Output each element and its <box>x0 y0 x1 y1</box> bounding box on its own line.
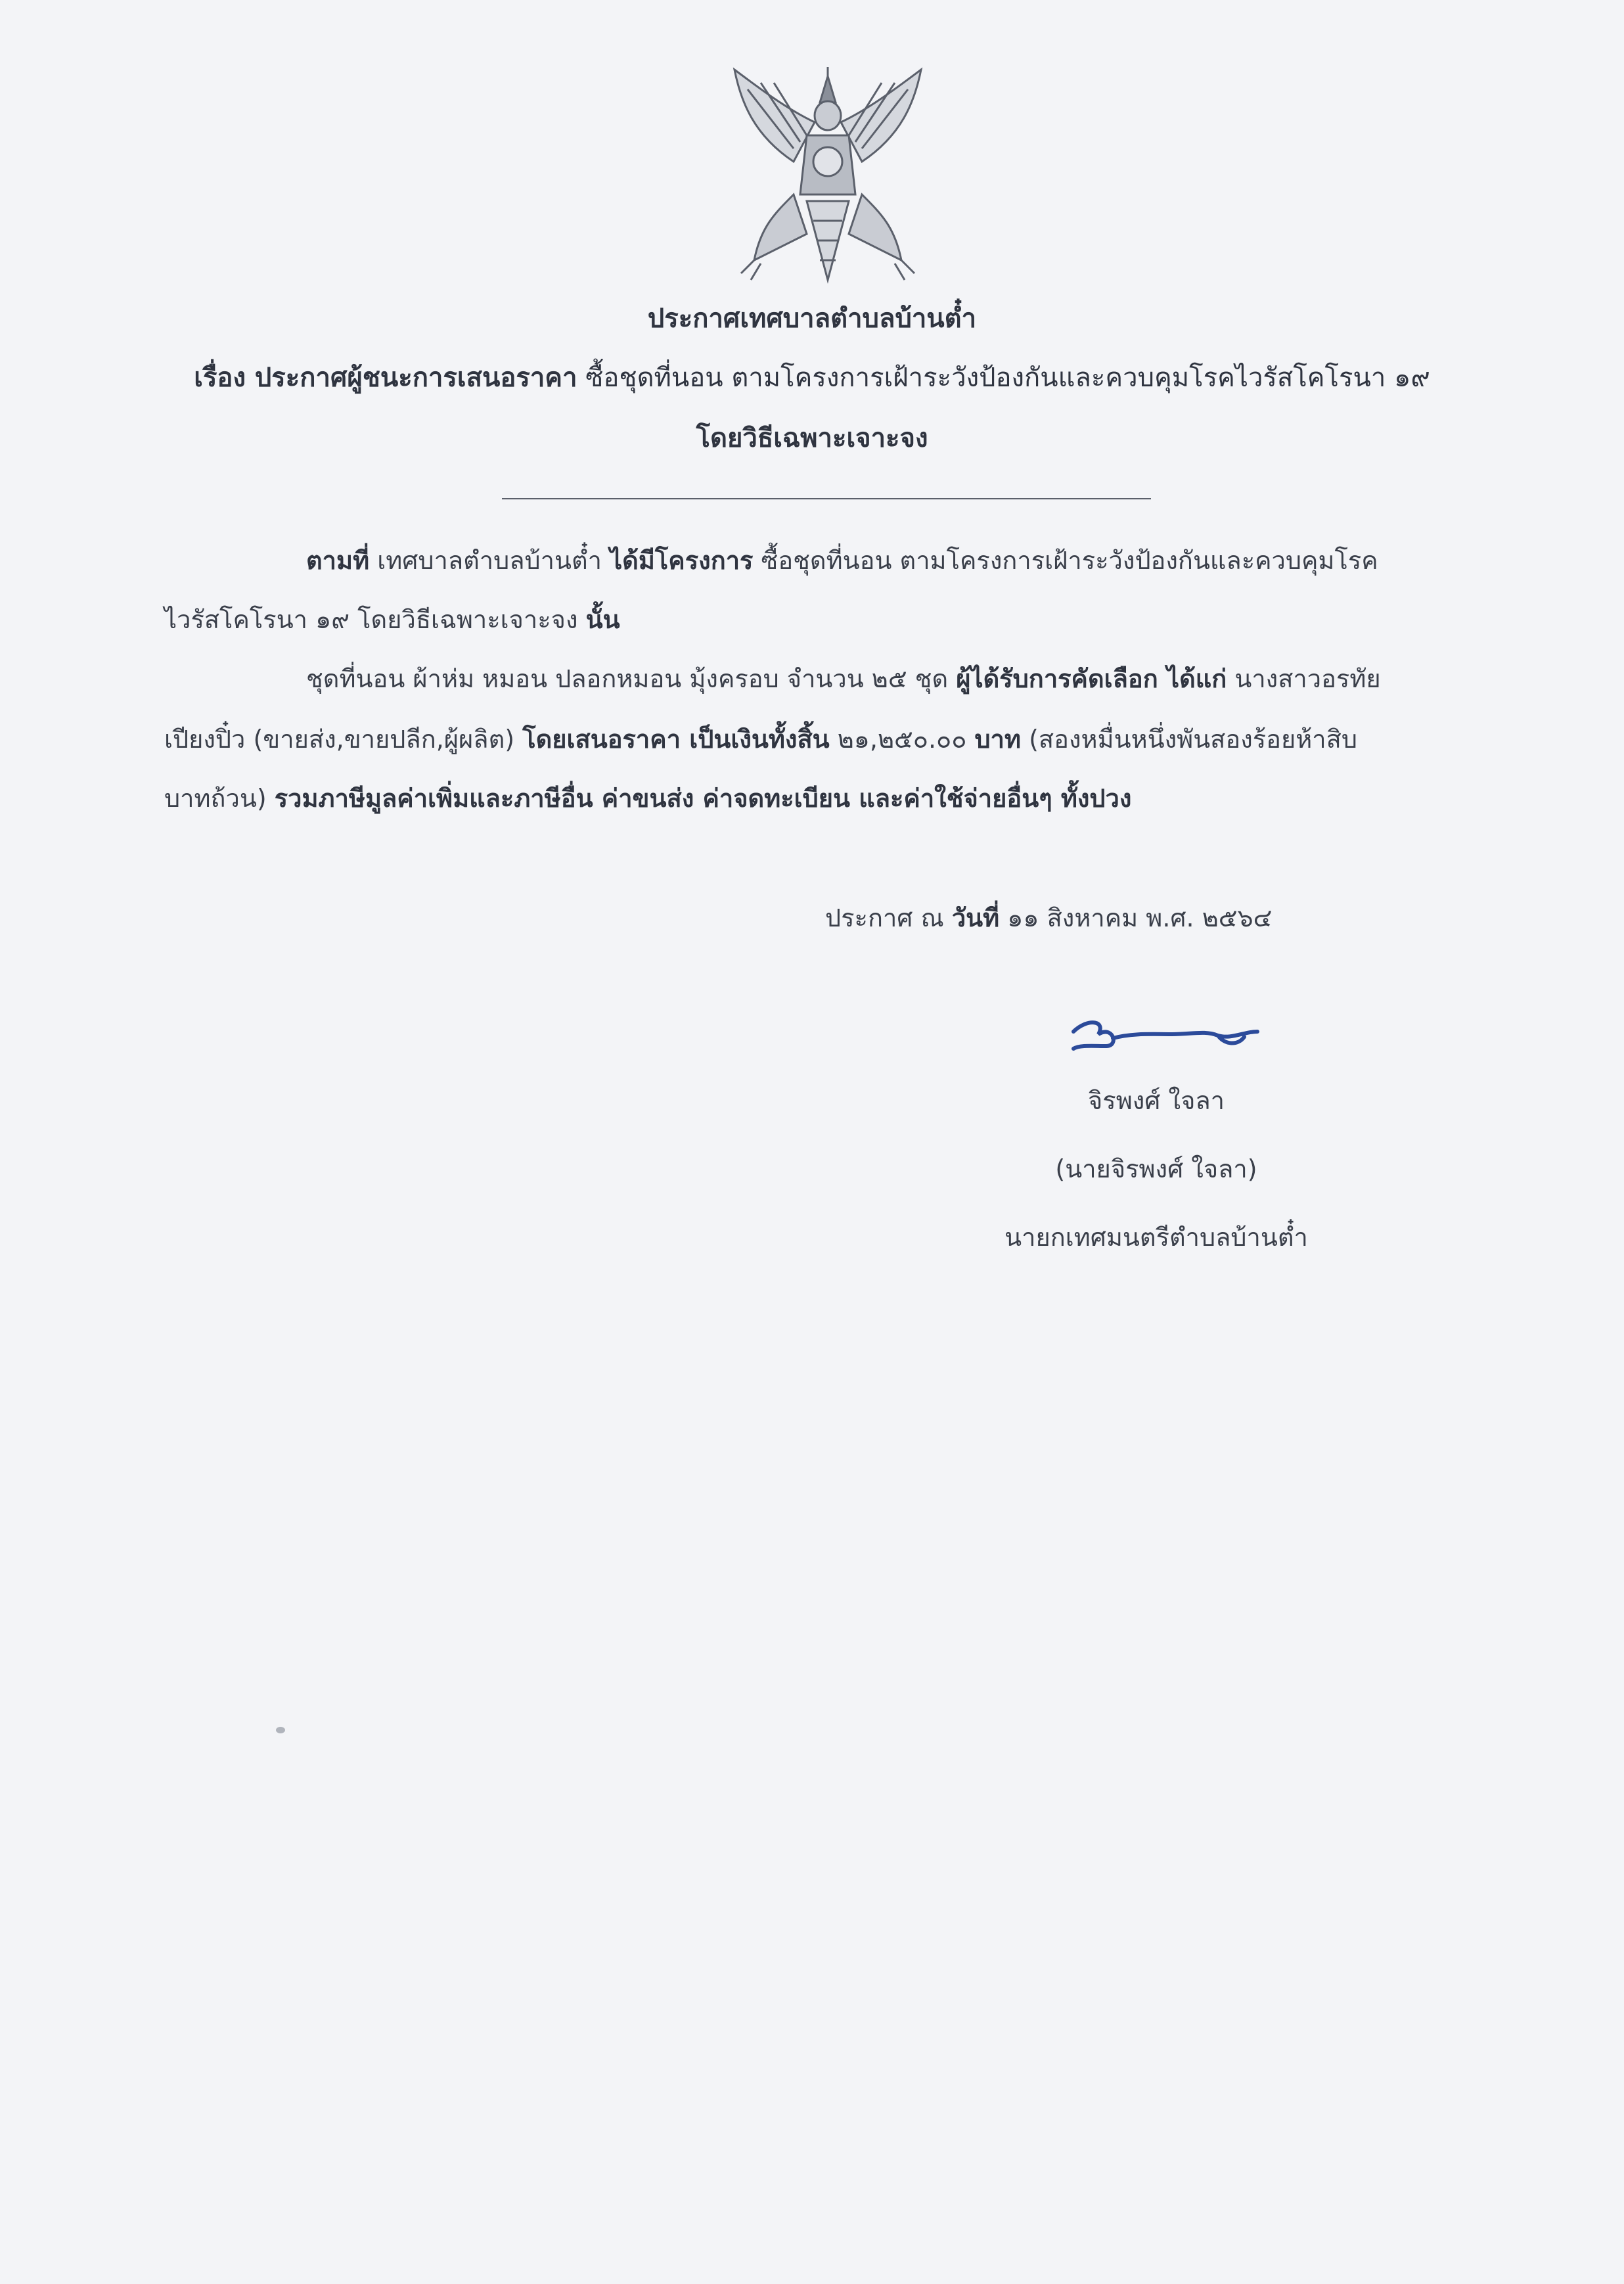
text-bold: ได้มีโครงการ <box>610 546 754 575</box>
announcement-date <box>825 898 1272 938</box>
announcement-title: ประกาศเทศบาลตำบลบ้านต๋ำ <box>647 304 977 334</box>
paragraph-2-line-2 <box>164 719 1357 759</box>
announcement-subject <box>0 356 1624 398</box>
text: ไวรัสโคโรนา ๑๙ โดยวิธีเฉพาะเจาะจง <box>164 605 586 634</box>
text-bold: ผู้ได้รับการคัดเลือก ได้แก่ <box>956 664 1227 693</box>
text: เทศบาลตำบลบ้านต๋ำ <box>369 546 610 575</box>
subject-label: เรื่อง ประกาศผู้ชนะการเสนอราคา <box>194 363 577 393</box>
garuda-emblem-icon <box>721 63 934 293</box>
text-bold: ตามที่ <box>306 546 370 575</box>
subject-text: ซื้อชุดที่นอน ตามโครงการเฝ้าระวังป้องกันและควบคุมโรคไวรัสโคโรนา ๑๙ <box>577 363 1430 393</box>
divider <box>502 498 1151 499</box>
text: เปียงปิ๋ว (ขายส่ง,ขายปลีก,ผู้ผลิต) <box>164 725 523 754</box>
signature-icon <box>1067 1005 1264 1058</box>
date-value: ๑๑ สิงหาคม พ.ศ. ๒๕๖๔ <box>999 903 1273 932</box>
signatory-name: จิรพงศ์ ใจลา <box>1088 1086 1225 1115</box>
text-bold: วันที่ <box>951 903 1000 932</box>
paper-speck <box>276 1727 285 1733</box>
paragraph-1-line-2 <box>164 599 620 639</box>
signatory-position: นายกเทศมนตรีตำบลบ้านต๋ำ <box>1004 1223 1308 1252</box>
text-bold: โดยเสนอราคา เป็นเงินทั้งสิ้น <box>522 725 830 754</box>
price-amount: ๒๑,๒๕๐.๐๐ <box>829 725 975 754</box>
text-bold: รวมภาษีมูลค่าเพิ่มและภาษีอื่น ค่าขนส่ง ค่าจดทะเบียน และค่าใช้จ่ายอื่นๆ ทั้งปวง <box>274 784 1132 813</box>
text-bold: บาท <box>974 725 1022 754</box>
text: ประกาศ ณ <box>825 903 952 932</box>
text-bold: นั้น <box>585 605 620 634</box>
paragraph-2-line-3 <box>164 778 1131 818</box>
text: (สองหมื่นหนึ่งพันสองร้อยห้าสิบ <box>1021 725 1357 754</box>
text: นางสาวอรทัย <box>1227 664 1381 693</box>
signatory-full-name: (นายจิรพงศ์ ใจลา) <box>1055 1154 1257 1183</box>
announcement-subject-line2: โดยวิธีเฉพาะเจาะจง <box>696 423 928 453</box>
text: บาทถ้วน) <box>164 784 275 813</box>
text: ชุดที่นอน ผ้าห่ม หมอน ปลอกหมอน มุ้งครอบ จำนวน ๒๕ ชุด <box>306 664 957 693</box>
text: ซื้อชุดที่นอน ตามโครงการเฝ้าระวังป้องกันและควบคุมโรค <box>753 546 1378 575</box>
paragraph-1-line-1 <box>306 540 1378 580</box>
paragraph-2-line-1 <box>306 658 1381 698</box>
